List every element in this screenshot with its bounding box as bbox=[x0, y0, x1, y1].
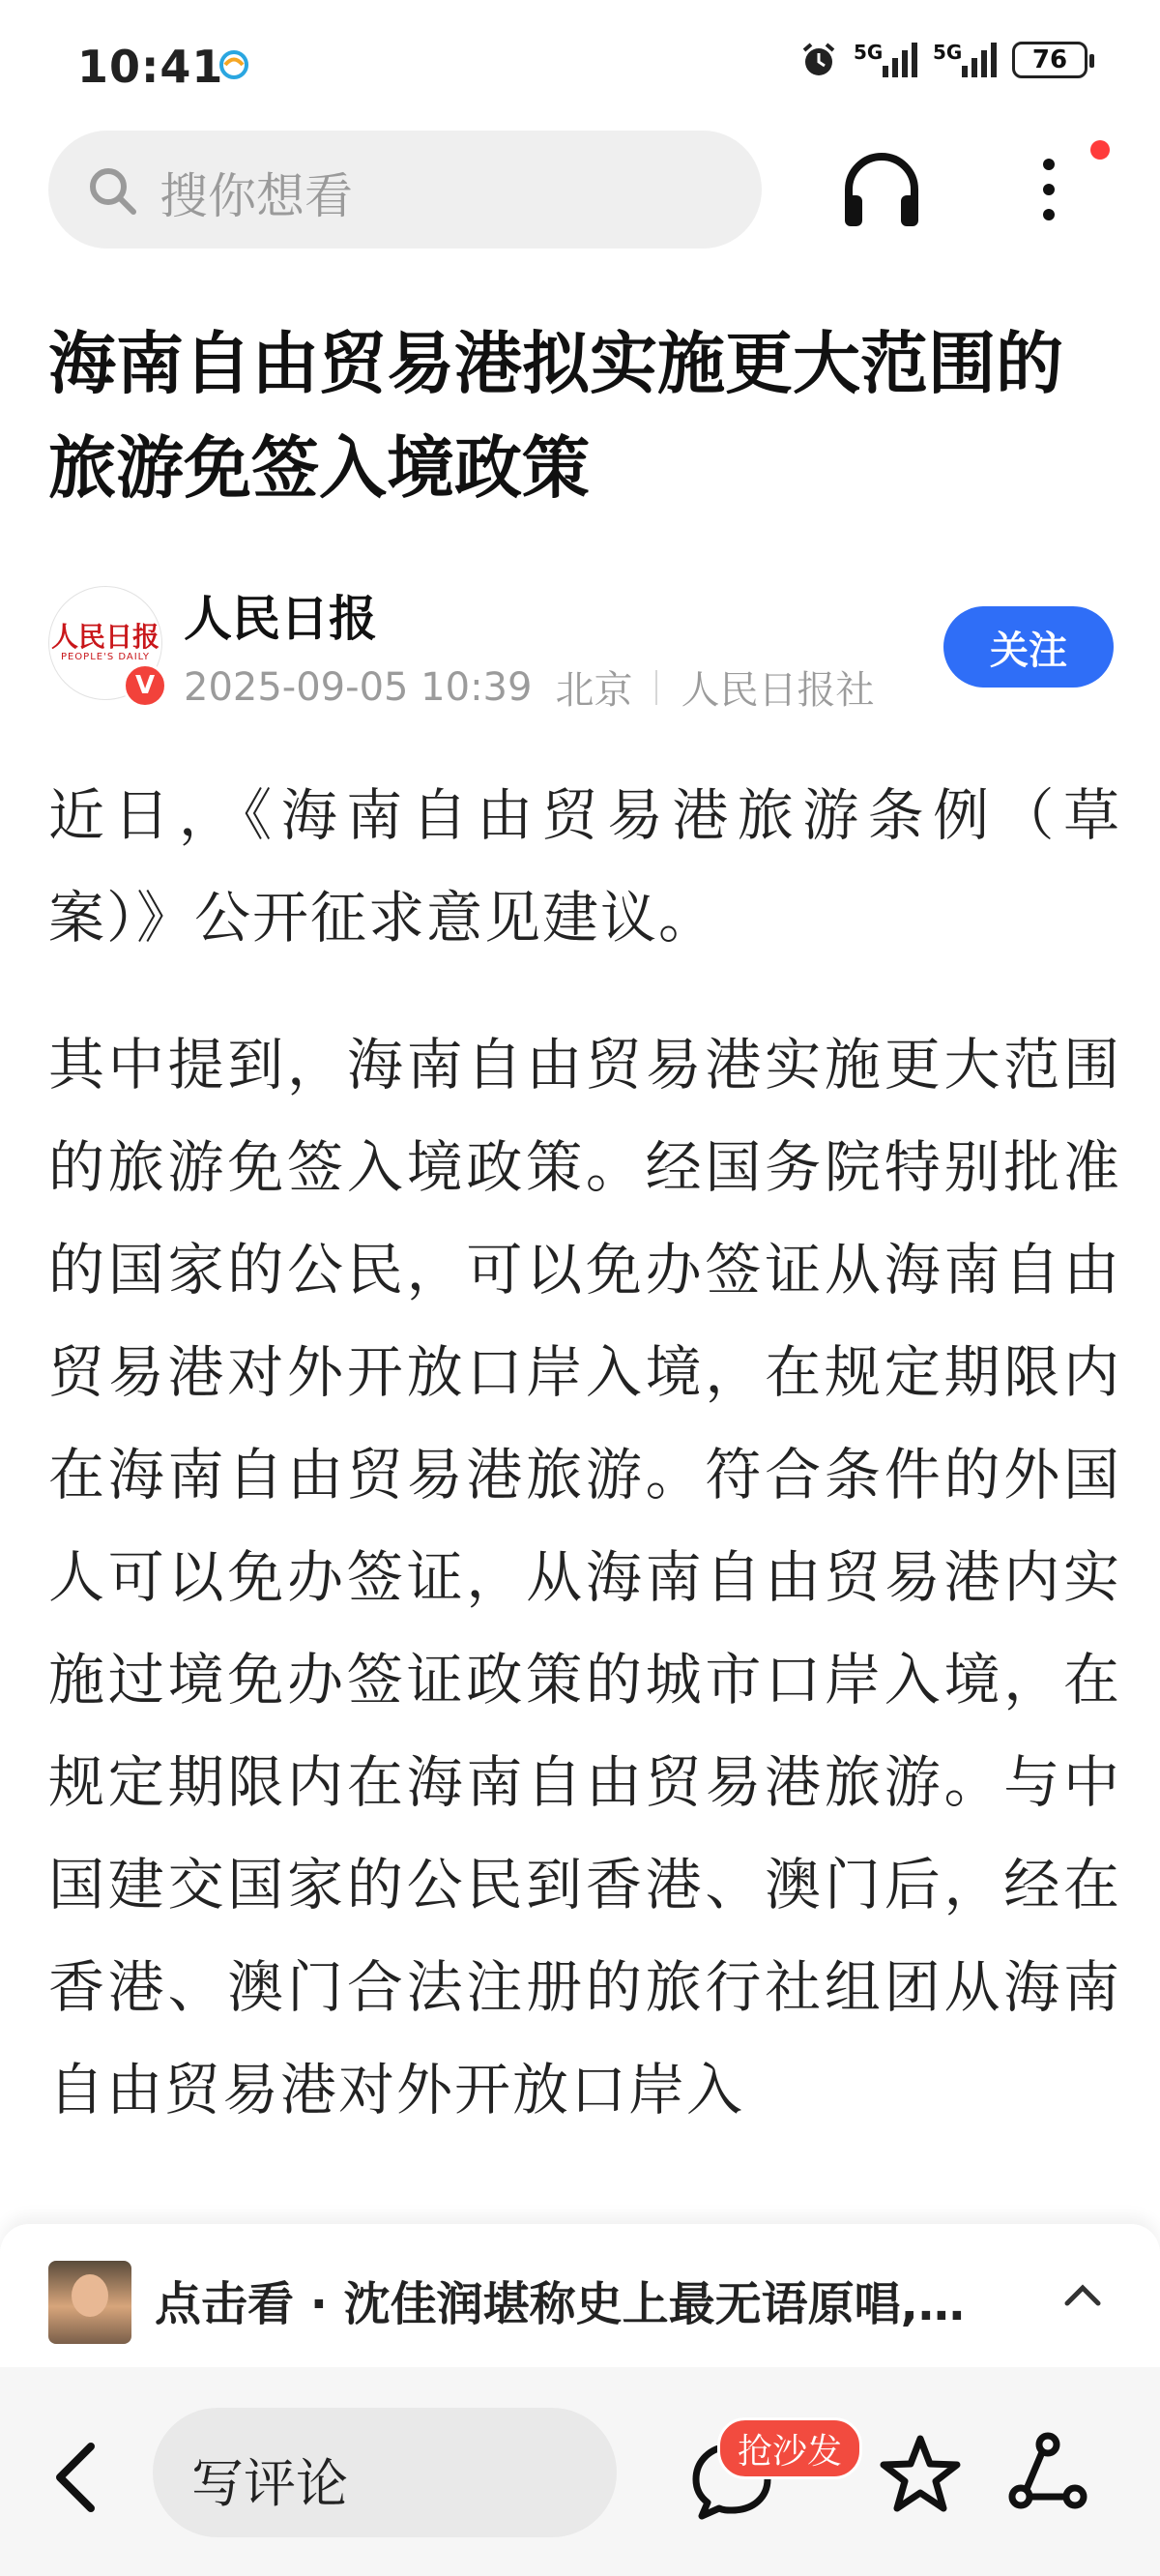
recommend-thumbnail bbox=[48, 2261, 131, 2344]
recommend-text[interactable]: 点击看 · 沈佳润堪称史上最无语原唱,… bbox=[155, 2277, 965, 2331]
status-icons bbox=[799, 41, 1088, 79]
author-name[interactable]: 人民日报 bbox=[184, 591, 377, 647]
meta-divider bbox=[655, 670, 657, 705]
back-arrow-icon[interactable] bbox=[52, 2441, 99, 2514]
alarm-icon bbox=[799, 41, 838, 79]
sofa-badge: 抢沙发 bbox=[717, 2417, 862, 2479]
follow-button[interactable]: 关注 bbox=[943, 606, 1114, 688]
search-placeholder: 搜你想看 bbox=[160, 168, 353, 224]
comment-placeholder: 写评论 bbox=[191, 2453, 348, 2514]
publish-datetime: 2025-09-05 10:39 bbox=[184, 664, 533, 710]
notification-dot bbox=[1090, 140, 1110, 160]
app-notification-icon bbox=[218, 48, 250, 81]
share-icon[interactable] bbox=[1007, 2431, 1088, 2512]
avatar-logo-text: 人民日报 bbox=[50, 621, 160, 653]
signal-2-icon bbox=[933, 43, 997, 77]
avatar-logo-subtext: PEOPLE'S DAILY bbox=[60, 652, 151, 662]
favorite-star-icon[interactable] bbox=[880, 2433, 961, 2514]
battery-level: 76 bbox=[1031, 45, 1068, 74]
signal-1-icon bbox=[854, 43, 917, 77]
article-paragraph: 其中提到，海南自由贸易港实施更大范围的旅游免签入境政策。经国务院特别批准的国家的公民，可以免办签证从海南自由贸易港对外开放口岸入境，在规定期限内在海南自由贸易港旅游。符合条件的外国人可以免办签证，从海南自由贸易港内实施过境免办签证政策的城市口岸入境，在规定期限内在海南自由贸易港旅游。与中国建交国家的公民到香港、澳门后，经在香港、澳门合法注册的旅行社组团从海南自由贸易港对外开放口岸入 bbox=[48, 1032, 1121, 2122]
headphones-icon[interactable] bbox=[837, 145, 926, 234]
search-bar[interactable] bbox=[48, 131, 762, 249]
signal-2-label: 5G bbox=[933, 41, 963, 64]
article-meta bbox=[184, 659, 874, 715]
status-time: 10:41 bbox=[77, 41, 224, 93]
status-bar bbox=[0, 0, 1160, 126]
article-paragraph: 近日，《海南自由贸易港旅游条例（草案）》公开征求意见建议。 bbox=[48, 782, 1121, 951]
article-body bbox=[48, 764, 1121, 2185]
recommend-bar[interactable] bbox=[0, 2224, 1160, 2367]
search-icon bbox=[85, 163, 139, 218]
signal-1-label: 5G bbox=[854, 41, 884, 64]
comment-input[interactable] bbox=[153, 2408, 617, 2537]
chevron-up-icon[interactable] bbox=[1061, 2274, 1104, 2317]
more-options-icon[interactable] bbox=[1034, 155, 1063, 224]
verified-badge: V bbox=[123, 663, 167, 708]
battery-icon bbox=[1012, 42, 1088, 78]
bottom-toolbar bbox=[0, 2367, 1160, 2576]
publish-location: 北京 bbox=[555, 668, 633, 713]
article-title: 海南自由贸易港拟实施更大范围的旅游免签入境政策 bbox=[48, 324, 1063, 508]
article-source: 人民日报社 bbox=[681, 668, 875, 713]
